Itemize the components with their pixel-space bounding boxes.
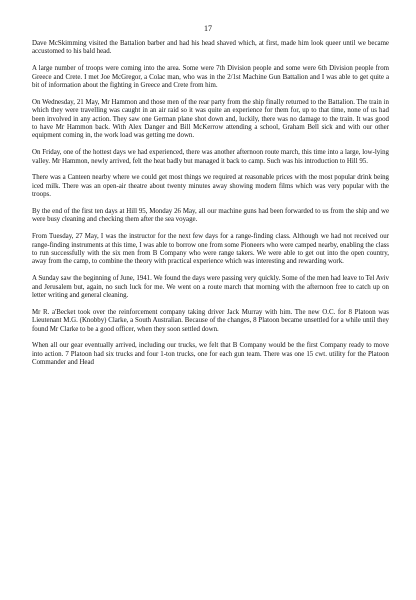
paragraph: There was a Canteen nearby where we could get most things we required at reasonable prices with the most popular drink being iced milk. There was an open-air theatre about twenty minutes away showing modern films which was very popular with the troops.: [32, 174, 389, 199]
paragraph: By the end of the first ten days at Hill 95, Monday 26 May, all our machine guns had been forwarded to us from the ship and we were busy cleaning and checking them after the sea voyage.: [32, 208, 389, 224]
paragraph: Dave McSkimming visited the Battalion barber and had his head shaved which, at first, made him look queer until we became accustomed to his bald head.: [32, 40, 389, 56]
body-text: [32, 40, 389, 368]
paragraph: A large number of troops were coming into the area. Some were 7th Division people and some were 6th Division people from Greece and Crete. I met Joe McGregor, a Colac man, who was in the 2/1st Machine Gun Battalion and I was able to get quite a bit of information about the fighting in Greece and Crete from him.: [32, 65, 389, 90]
paragraph: On Friday, one of the hottest days we had experienced, there was another afternoon route march, this time into a large, low-lying valley. Mr Hammon, newly arrived, felt the heat badly but managed it back to camp. Such was his introduction to Hill 95.: [32, 149, 389, 165]
paragraph: From Tuesday, 27 May, I was the instructor for the next few days for a range-finding class. Although we had not received our range-finding instruments at this time, I was able to borrow one from some Pioneers who were camped nearby, enabling the class to run successfully with the six men from B Company who were range takers. We were able to get out into the open country, away from the camp, to combine the theory with practical experience which was interesting and rewarding work.: [32, 233, 389, 266]
paragraph: A Sunday saw the beginning of June, 1941. We found the days were passing very quickly. Some of the men had leave to Tel Aviv and Jerusalem but, again, no such luck for me. We went on a route march that morning with the afternoon free to catch up on letter writing and general cleaning.: [32, 275, 389, 300]
paragraph: Mr R. a'Becket took over the reinforcement company taking driver Jack Murray with him. The new O.C. for 8 Platoon was Lieutenant M.G. (Knobby) Clarke, a South Australian. Because of the changes, 8 Platoon became unsettled for a while until they found Mr Clarke to be a good officer, when they soon settled down.: [32, 308, 389, 333]
paragraph: When all our gear eventually arrived, including our trucks, we felt that B Company would be the first Company ready to move into action. 7 Platoon had six trucks and four 1-ton trucks, one for each gun team. There was one 15 cwt. utility for the Platoon Commander and Head: [32, 342, 389, 367]
page-number: 17: [204, 24, 212, 33]
paragraph: On Wednesday, 21 May, Mr Hammon and those men of the rear party from the ship finally returned to the Battalion. The train in which they were travelling was caught in an air raid so it was quite an experience for them for, up to that time, none of us had been involved in any action. They saw one German plane shot down and, luckily, there was no damage to the train. It was good to have Mr Hammon back. With Alex Danger and Bill McKerrow attending a school, Graham Bell sick and with our other equipment coming in, the work load was getting me down.: [32, 98, 389, 140]
